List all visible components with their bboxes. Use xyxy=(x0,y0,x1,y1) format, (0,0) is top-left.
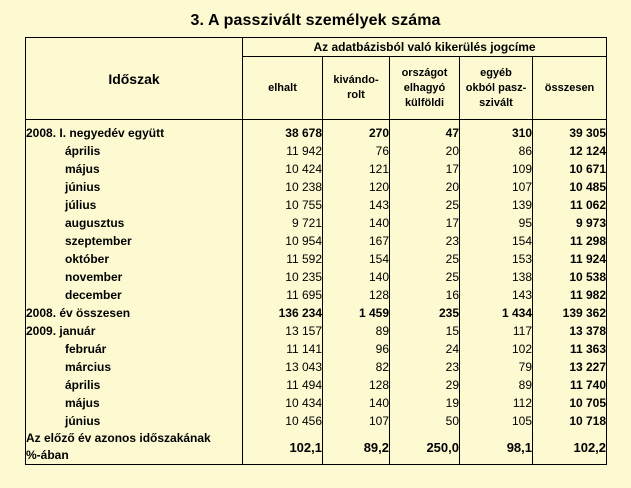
col-header-line: elhagyó xyxy=(403,81,446,94)
table-row xyxy=(26,178,607,196)
value-cell: 128 xyxy=(323,286,390,304)
value-cell: 50 xyxy=(390,412,460,430)
row-total-cell: 13 227 xyxy=(533,358,607,376)
value-cell: 9 721 xyxy=(243,214,323,232)
value-cell: 23 xyxy=(390,358,460,376)
value-cell: 140 xyxy=(323,268,390,286)
comparison-label-line: %-ában xyxy=(26,448,69,462)
row-total-cell: 139 362 xyxy=(533,304,607,322)
row-total-cell: 11 924 xyxy=(533,250,607,268)
comparison-percent-cell: 98,1 xyxy=(460,430,533,465)
row-label: április xyxy=(26,376,243,394)
col-header-line: okból pasz- xyxy=(465,81,527,94)
row-label: 2009. január xyxy=(26,322,243,340)
table-row xyxy=(26,160,607,178)
value-cell: 270 xyxy=(323,124,390,142)
table-row xyxy=(26,286,607,304)
value-cell: 89 xyxy=(323,322,390,340)
value-cell: 140 xyxy=(323,214,390,232)
row-total-cell: 11 363 xyxy=(533,340,607,358)
table-row xyxy=(26,196,607,214)
col-header-line: kivándo- xyxy=(333,74,379,86)
value-cell: 136 234 xyxy=(243,304,323,322)
table-row xyxy=(26,376,607,394)
row-total-cell: 10 705 xyxy=(533,394,607,412)
col-header-emigrated xyxy=(323,57,390,120)
table-row xyxy=(26,358,607,376)
table-row xyxy=(26,214,607,232)
value-cell: 10 456 xyxy=(243,412,323,430)
col-header-line: elhalt xyxy=(268,81,297,94)
row-label: május xyxy=(26,160,243,178)
row-label: 2008. I. negyedév együtt xyxy=(26,124,243,142)
row-label: október xyxy=(26,250,243,268)
row-label: 2008. év összesen xyxy=(26,304,243,322)
value-cell: 235 xyxy=(390,304,460,322)
value-cell: 15 xyxy=(390,322,460,340)
value-cell: 25 xyxy=(390,250,460,268)
period-header: Időszak xyxy=(26,38,243,120)
row-total-cell: 10 718 xyxy=(533,412,607,430)
value-cell: 11 141 xyxy=(243,340,323,358)
row-label: augusztus xyxy=(26,214,243,232)
value-cell: 1 459 xyxy=(323,304,390,322)
row-total-cell: 11 982 xyxy=(533,286,607,304)
value-cell: 10 424 xyxy=(243,160,323,178)
value-cell: 20 xyxy=(390,142,460,160)
row-label: június xyxy=(26,412,243,430)
value-cell: 13 157 xyxy=(243,322,323,340)
table-row xyxy=(26,268,607,286)
comparison-label-line: Az előző év azonos időszakának xyxy=(26,431,211,445)
value-cell: 13 043 xyxy=(243,358,323,376)
row-label: április xyxy=(26,142,243,160)
row-label: november xyxy=(26,268,243,286)
comparison-label xyxy=(26,430,243,465)
table-row xyxy=(26,142,607,160)
value-cell: 120 xyxy=(323,178,390,196)
col-header-other-reason xyxy=(460,57,533,120)
col-header-foreigner-left xyxy=(390,57,460,120)
row-label: március xyxy=(26,358,243,376)
row-total-cell: 11 062 xyxy=(533,196,607,214)
value-cell: 25 xyxy=(390,196,460,214)
value-cell: 86 xyxy=(460,142,533,160)
col-header-line: külföldi xyxy=(404,96,445,109)
value-cell: 107 xyxy=(460,178,533,196)
value-cell: 154 xyxy=(460,232,533,250)
value-cell: 112 xyxy=(460,394,533,412)
col-header-total xyxy=(533,57,607,120)
row-total-cell: 10 671 xyxy=(533,160,607,178)
table-row xyxy=(26,394,607,412)
value-cell: 117 xyxy=(460,322,533,340)
col-header-line: szivált xyxy=(479,96,513,109)
value-cell: 19 xyxy=(390,394,460,412)
table-title: 3. A passzivált személyek száma xyxy=(190,12,441,29)
row-label: február xyxy=(26,340,243,358)
value-cell: 17 xyxy=(390,214,460,232)
value-cell: 25 xyxy=(390,268,460,286)
value-cell: 107 xyxy=(323,412,390,430)
col-header-died xyxy=(243,57,323,120)
col-header-line: egyéb xyxy=(480,66,512,79)
value-cell: 24 xyxy=(390,340,460,358)
value-cell: 139 xyxy=(460,196,533,214)
value-cell: 10 755 xyxy=(243,196,323,214)
value-cell: 102 xyxy=(460,340,533,358)
table-row xyxy=(26,304,607,322)
value-cell: 23 xyxy=(390,232,460,250)
comparison-percent-cell: 89,2 xyxy=(323,430,390,465)
row-label: július xyxy=(26,196,243,214)
value-cell: 16 xyxy=(390,286,460,304)
row-total-cell: 11 740 xyxy=(533,376,607,394)
value-cell: 121 xyxy=(323,160,390,178)
row-label: december xyxy=(26,286,243,304)
row-total-cell: 10 538 xyxy=(533,268,607,286)
value-cell: 20 xyxy=(390,178,460,196)
value-cell: 153 xyxy=(460,250,533,268)
row-total-cell: 10 485 xyxy=(533,178,607,196)
value-cell: 138 xyxy=(460,268,533,286)
value-cell: 154 xyxy=(323,250,390,268)
value-cell: 1 434 xyxy=(460,304,533,322)
value-cell: 47 xyxy=(390,124,460,142)
value-cell: 143 xyxy=(323,196,390,214)
value-cell: 10 954 xyxy=(243,232,323,250)
value-cell: 105 xyxy=(460,412,533,430)
comparison-percent-cell: 102,1 xyxy=(243,430,323,465)
row-label: május xyxy=(26,394,243,412)
row-total-cell: 39 305 xyxy=(533,124,607,142)
col-header-line: rolt xyxy=(347,89,365,101)
table-row xyxy=(26,322,607,340)
row-total-cell: 12 124 xyxy=(533,142,607,160)
value-cell: 38 678 xyxy=(243,124,323,142)
table-row xyxy=(26,250,607,268)
value-cell: 143 xyxy=(460,286,533,304)
value-cell: 128 xyxy=(323,376,390,394)
value-cell: 96 xyxy=(323,340,390,358)
value-cell: 11 494 xyxy=(243,376,323,394)
value-cell: 95 xyxy=(460,214,533,232)
value-cell: 11 592 xyxy=(243,250,323,268)
row-total-cell: 11 298 xyxy=(533,232,607,250)
value-cell: 29 xyxy=(390,376,460,394)
comparison-percent-cell: 250,0 xyxy=(390,430,460,465)
row-label: június xyxy=(26,178,243,196)
value-cell: 140 xyxy=(323,394,390,412)
comparison-percent-cell: 102,2 xyxy=(533,430,607,465)
value-cell: 89 xyxy=(460,376,533,394)
value-cell: 10 238 xyxy=(243,178,323,196)
value-cell: 10 235 xyxy=(243,268,323,286)
col-header-line: országot xyxy=(401,66,448,79)
value-cell: 11 695 xyxy=(243,286,323,304)
row-label: szeptember xyxy=(26,232,243,250)
value-cell: 11 942 xyxy=(243,142,323,160)
table-row xyxy=(26,124,607,142)
comparison-row xyxy=(26,430,607,465)
col-header-line: összesen xyxy=(544,81,595,94)
reason-group-header: Az adatbázisból való kikerülés jogcíme xyxy=(243,38,607,57)
table-row xyxy=(26,412,607,430)
table-row xyxy=(26,232,607,250)
value-cell: 79 xyxy=(460,358,533,376)
value-cell: 82 xyxy=(323,358,390,376)
row-total-cell: 9 973 xyxy=(533,214,607,232)
value-cell: 17 xyxy=(390,160,460,178)
value-cell: 167 xyxy=(323,232,390,250)
passivated-persons-table xyxy=(25,37,607,465)
value-cell: 109 xyxy=(460,160,533,178)
row-total-cell: 13 378 xyxy=(533,322,607,340)
table-row xyxy=(26,340,607,358)
value-cell: 310 xyxy=(460,124,533,142)
value-cell: 76 xyxy=(323,142,390,160)
value-cell: 10 434 xyxy=(243,394,323,412)
